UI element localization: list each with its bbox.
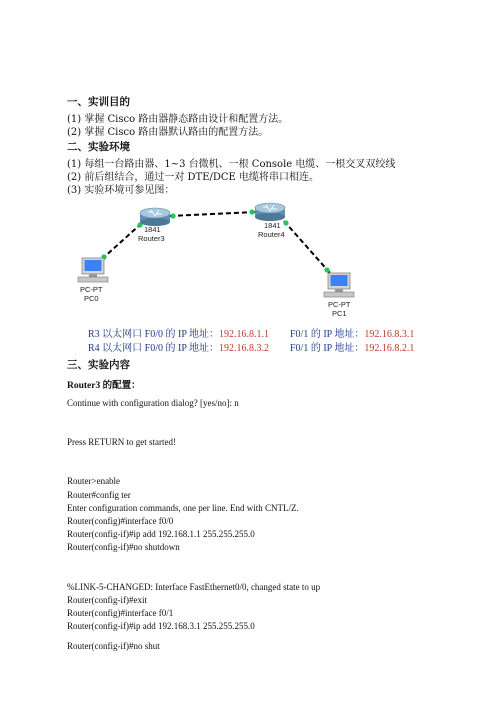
pc0-icon [78, 258, 108, 282]
config-line: Press RETURN to get started! [67, 437, 176, 447]
r3-f01-ip: 192.16.8.3.1 [364, 329, 415, 340]
network-topology-diagram [60, 195, 370, 320]
config-line: Enter configuration commands, one per line. End with CNTL/Z. [67, 503, 299, 513]
pc1-name: PC1 [332, 309, 347, 318]
router4-icon [255, 203, 285, 221]
r4-f00-label: R4 以太网口 F0/0 的 IP 地址： [88, 343, 220, 354]
ip-line-r4-f01 [290, 339, 414, 354]
link-light [324, 267, 329, 272]
objective-item: (1) 掌握 Cisco 路由器静态路由设计和配置方法。 [67, 114, 289, 125]
r3-f00-ip: 192.16.8.1.1 [219, 329, 270, 340]
config-line: Continue with configuration dialog? [yes/no]: n [67, 398, 239, 408]
r4-f00-ip: 192.16.8.3.2 [219, 343, 270, 354]
config-line: Router(config-if)#ip add 192.168.3.1 255.255.255.0 [67, 621, 255, 631]
environment-item: (1) 每组一台路由器、1~3 台微机、一根 Console 电缆、一根交叉双绞线 [67, 159, 396, 170]
section-title-content: 三、实验内容 [67, 359, 130, 371]
router3-icon [140, 208, 170, 226]
pc0-name: PC0 [84, 294, 99, 303]
config-line: %LINK-5-CHANGED: Interface FastEthernet0/0, changed state to up [67, 582, 321, 592]
router3-config-heading: Router3 的配置： [67, 381, 141, 391]
link-light [170, 213, 175, 218]
environment-item: (2) 前后组结合，通过一对 DTE/DCE 电缆将串口相连。 [67, 172, 320, 183]
router3-model: 1841 [144, 225, 161, 234]
config-line: Router(config-if)#no shut [67, 641, 160, 651]
config-line: Router(config)#interface f0/1 [67, 608, 174, 618]
ip-line-r4 [88, 339, 269, 354]
objective-item: (2) 掌握 Cisco 路由器默认路由的配置方法。 [67, 127, 269, 138]
ip-line-r3 [88, 325, 269, 340]
section-title-environment: 二、实验环境 [67, 141, 130, 153]
r3-f01-label: F0/1 的 IP 地址： [290, 329, 365, 340]
config-line: Router(config)#interface f0/0 [67, 516, 174, 526]
ip-line-r3-f01 [290, 325, 414, 340]
section-title-objectives: 一、实训目的 [67, 96, 130, 108]
router3-name: Router3 [138, 234, 165, 243]
r4-f01-label: F0/1 的 IP 地址： [290, 343, 365, 354]
r4-f01-ip: 192.16.8.2.1 [364, 343, 415, 354]
router4-name: Router4 [258, 230, 285, 239]
config-line: Router#config ter [67, 490, 131, 500]
pc1-model: PC-PT [328, 300, 351, 309]
config-line: Router>enable [67, 476, 121, 486]
config-line: Router(config-if)#no shutdown [67, 542, 180, 552]
link-light [249, 209, 254, 214]
r3-f00-label: R3 以太网口 F0/0 的 IP 地址： [88, 329, 220, 340]
pc0-model: PC-PT [80, 285, 103, 294]
link-light [283, 220, 288, 225]
config-line: Router(config-if)#exit [67, 595, 147, 605]
pc1-icon [324, 273, 354, 297]
config-line: Router(config-if)#ip add 192.168.1.1 255.255.255.0 [67, 529, 255, 539]
router4-model: 1841 [264, 221, 281, 230]
cable-router3-router4 [170, 212, 255, 216]
cable-router4-pc1 [284, 221, 330, 273]
environment-item: (3) 实验环境可参见图： [67, 185, 175, 196]
cable-pc0-router3 [102, 222, 143, 259]
